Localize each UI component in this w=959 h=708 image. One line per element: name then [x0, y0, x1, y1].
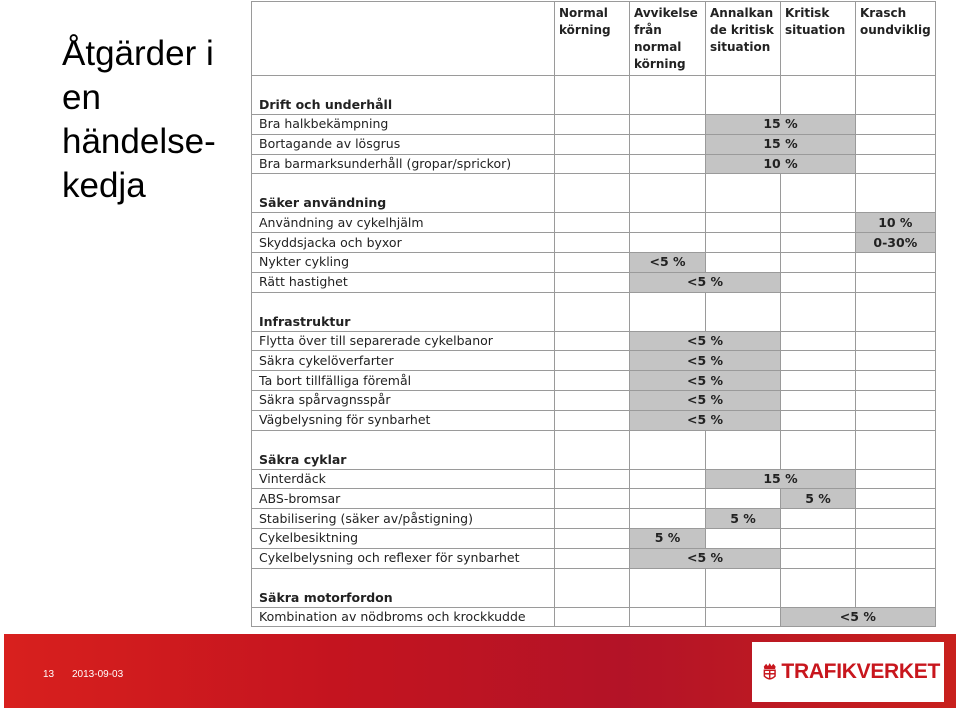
crown-shield-icon [762, 655, 777, 689]
empty-cell [555, 174, 630, 213]
empty-cell [555, 509, 630, 529]
table-row [252, 351, 936, 371]
table-row [252, 115, 936, 135]
effect-value: <5 % [630, 252, 706, 272]
empty-cell [555, 410, 630, 430]
empty-cell [856, 568, 936, 607]
empty-cell [630, 154, 706, 174]
empty-cell [856, 351, 936, 371]
empty-cell [781, 430, 856, 469]
empty-cell [706, 607, 781, 627]
empty-cell [781, 76, 856, 115]
empty-cell [706, 174, 781, 213]
empty-cell [781, 272, 856, 292]
effect-value: 0-30% [856, 233, 936, 253]
empty-cell [856, 115, 936, 135]
empty-cell [555, 154, 630, 174]
effect-value: 5 % [781, 489, 856, 509]
effect-value: <5 % [630, 331, 781, 351]
measure-label: Användning av cykelhjälm [252, 213, 555, 233]
effect-value: <5 % [781, 607, 936, 627]
empty-cell [630, 430, 706, 469]
measure-label: Rätt hastighet [252, 272, 555, 292]
empty-cell [781, 213, 856, 233]
corner-cell [252, 2, 555, 76]
empty-cell [856, 174, 936, 213]
column-header: Kritisk situation [781, 2, 856, 76]
logo-text: TRAFIKVERKET [781, 660, 940, 683]
empty-cell [555, 469, 630, 489]
section-row [252, 76, 936, 115]
section-title: Säkra cyklar [252, 430, 555, 469]
measure-label: Kombination av nödbroms och krockkudde [252, 607, 555, 627]
measure-label: Nykter cykling [252, 252, 555, 272]
empty-cell [781, 548, 856, 568]
empty-cell [630, 76, 706, 115]
measure-label: Bra halkbekämpning [252, 115, 555, 135]
table-row [252, 489, 936, 509]
empty-cell [555, 607, 630, 627]
table-row [252, 607, 936, 627]
empty-cell [856, 430, 936, 469]
empty-cell [630, 134, 706, 154]
empty-cell [706, 76, 781, 115]
empty-cell [555, 548, 630, 568]
table-row [252, 233, 936, 253]
table-row [252, 410, 936, 430]
empty-cell [856, 390, 936, 410]
effect-value: 5 % [706, 509, 781, 529]
table-row [252, 213, 936, 233]
empty-cell [856, 292, 936, 331]
empty-cell [706, 489, 781, 509]
empty-cell [555, 430, 630, 469]
effect-value: 15 % [706, 469, 856, 489]
empty-cell [856, 528, 936, 548]
empty-cell [630, 607, 706, 627]
empty-cell [555, 528, 630, 548]
measure-label: Ta bort tillfälliga föremål [252, 371, 555, 391]
table-row [252, 272, 936, 292]
measure-label: Skyddsjacka och byxor [252, 233, 555, 253]
effect-value: <5 % [630, 371, 781, 391]
empty-cell [781, 528, 856, 548]
empty-cell [781, 233, 856, 253]
section-row [252, 292, 936, 331]
empty-cell [630, 213, 706, 233]
empty-cell [781, 410, 856, 430]
section-title: Drift och underhåll [252, 76, 555, 115]
empty-cell [781, 371, 856, 391]
empty-cell [856, 509, 936, 529]
empty-cell [781, 331, 856, 351]
measure-label: Flytta över till separerade cykelbanor [252, 331, 555, 351]
table-row [252, 331, 936, 351]
empty-cell [781, 292, 856, 331]
empty-cell [781, 252, 856, 272]
measure-label: Cykelbelysning och reflexer för synbarhet [252, 548, 555, 568]
effect-value: 10 % [856, 213, 936, 233]
effect-value: 15 % [706, 115, 856, 135]
empty-cell [856, 371, 936, 391]
section-title: Infrastruktur [252, 292, 555, 331]
empty-cell [555, 331, 630, 351]
empty-cell [856, 134, 936, 154]
slide-title: Åtgärder i en händelse- kedja [62, 34, 216, 205]
empty-cell [781, 509, 856, 529]
empty-cell [706, 430, 781, 469]
table-row [252, 528, 936, 548]
empty-cell [856, 489, 936, 509]
empty-cell [555, 134, 630, 154]
effect-value: <5 % [630, 272, 781, 292]
empty-cell [781, 351, 856, 371]
table-row [252, 134, 936, 154]
empty-cell [555, 233, 630, 253]
empty-cell [856, 252, 936, 272]
empty-cell [630, 115, 706, 135]
table-row [252, 252, 936, 272]
empty-cell [706, 252, 781, 272]
column-header: Annalkan de kritisk situation [706, 2, 781, 76]
measure-label: Vägbelysning för synbarhet [252, 410, 555, 430]
empty-cell [856, 272, 936, 292]
empty-cell [856, 331, 936, 351]
empty-cell [555, 213, 630, 233]
footer-bar [4, 634, 956, 708]
empty-cell [630, 174, 706, 213]
column-header: Krasch oundviklig [856, 2, 936, 76]
empty-cell [706, 213, 781, 233]
empty-cell [555, 252, 630, 272]
table-row [252, 154, 936, 174]
section-row [252, 430, 936, 469]
effect-value: 10 % [706, 154, 856, 174]
section-row [252, 174, 936, 213]
empty-cell [706, 528, 781, 548]
effect-value: <5 % [630, 548, 781, 568]
empty-cell [555, 568, 630, 607]
column-header: Avvikelse från normal körning [630, 2, 706, 76]
empty-cell [856, 469, 936, 489]
effect-value: <5 % [630, 351, 781, 371]
empty-cell [630, 568, 706, 607]
empty-cell [781, 390, 856, 410]
measure-label: Bortagande av lösgrus [252, 134, 555, 154]
empty-cell [630, 489, 706, 509]
measure-label: Vinterdäck [252, 469, 555, 489]
empty-cell [781, 174, 856, 213]
section-title: Säker användning [252, 174, 555, 213]
measure-label: ABS-bromsar [252, 489, 555, 509]
table-row [252, 509, 936, 529]
measures-matrix [251, 1, 936, 627]
effect-value: <5 % [630, 410, 781, 430]
empty-cell [856, 76, 936, 115]
measure-label: Stabilisering (säker av/påstigning) [252, 509, 555, 529]
measure-label: Cykelbesiktning [252, 528, 555, 548]
section-title: Säkra motorfordon [252, 568, 555, 607]
empty-cell [555, 489, 630, 509]
empty-cell [555, 292, 630, 331]
empty-cell [555, 115, 630, 135]
column-header: Normal körning [555, 2, 630, 76]
empty-cell [630, 292, 706, 331]
page-number: 13 [43, 669, 55, 680]
table-row [252, 390, 936, 410]
empty-cell [630, 233, 706, 253]
measure-label: Bra barmarksunderhåll (gropar/sprickor) [252, 154, 555, 174]
empty-cell [781, 568, 856, 607]
empty-cell [555, 351, 630, 371]
table-row [252, 371, 936, 391]
effect-value: 5 % [630, 528, 706, 548]
section-row [252, 568, 936, 607]
measure-label: Säkra cykelöverfarter [252, 351, 555, 371]
empty-cell [630, 469, 706, 489]
empty-cell [555, 390, 630, 410]
measure-label: Säkra spårvagnsspår [252, 390, 555, 410]
empty-cell [555, 371, 630, 391]
empty-cell [555, 272, 630, 292]
table-row [252, 469, 936, 489]
empty-cell [856, 548, 936, 568]
footer-date: 2013-09-03 [72, 669, 124, 680]
empty-cell [856, 410, 936, 430]
empty-cell [706, 568, 781, 607]
empty-cell [706, 233, 781, 253]
matrix-body [252, 76, 936, 627]
empty-cell [856, 154, 936, 174]
logo [752, 642, 944, 702]
table-row [252, 548, 936, 568]
header-row [252, 2, 936, 76]
empty-cell [630, 509, 706, 529]
effect-value: <5 % [630, 390, 781, 410]
empty-cell [706, 292, 781, 331]
effect-value: 15 % [706, 134, 856, 154]
empty-cell [555, 76, 630, 115]
